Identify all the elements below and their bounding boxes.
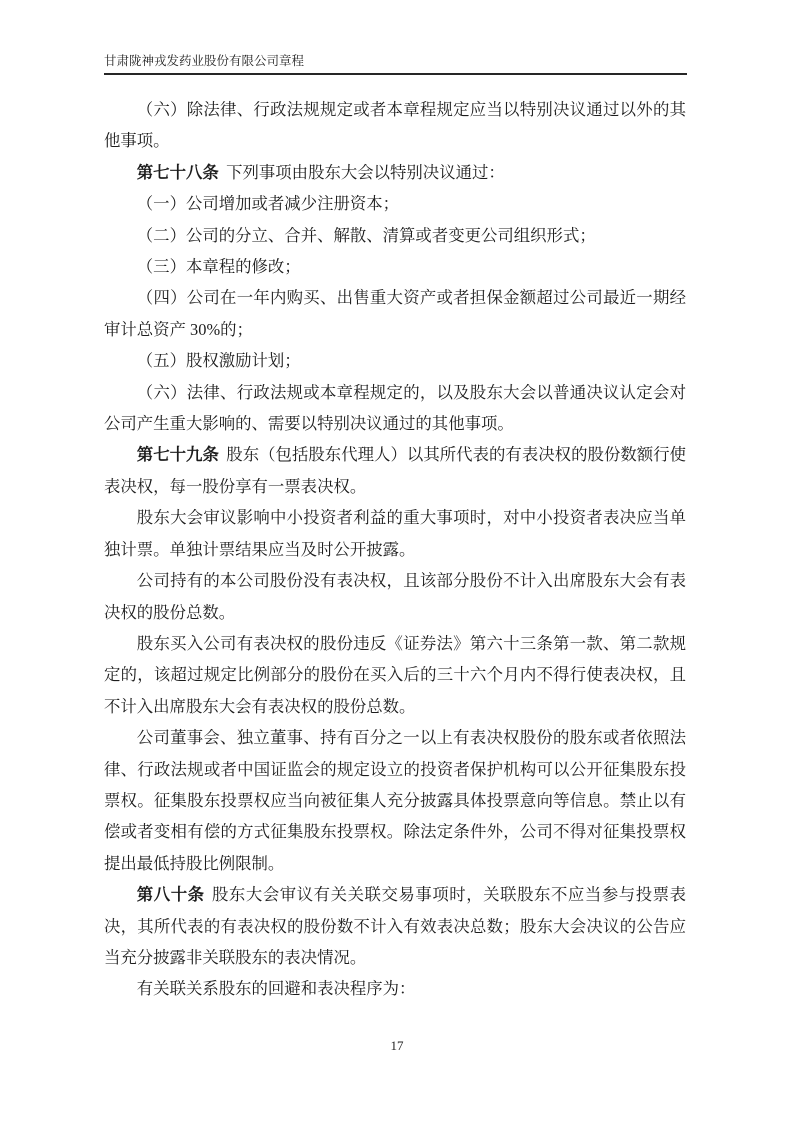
article-number-label: 第八十条 bbox=[136, 885, 205, 905]
paragraph-text: 公司持有的本公司股份没有表决权，且该部分股份不计入出席股东大会有表决权的股份总数。 bbox=[104, 571, 686, 622]
paragraph bbox=[104, 502, 686, 565]
header-rule bbox=[104, 73, 687, 75]
paragraph bbox=[104, 345, 686, 376]
paragraph bbox=[104, 879, 686, 973]
article-number-label: 第七十八条 bbox=[136, 162, 219, 182]
paragraph-text: 股东大会审议影响中小投资者利益的重大事项时，对中小投资者表决应当单独计票。单独计票结果应当及时公开披露。 bbox=[104, 508, 686, 559]
paragraph bbox=[104, 565, 686, 628]
paragraph-text: （一）公司增加或者减少注册资本； bbox=[136, 194, 400, 214]
paragraph bbox=[104, 188, 686, 219]
paragraph-text: 有关联关系股东的回避和表决程序为： bbox=[136, 979, 416, 999]
paragraph-text: 下列事项由股东大会以特别决议通过： bbox=[226, 162, 505, 182]
paragraph bbox=[104, 94, 686, 157]
paragraph-text: （三）本章程的修改； bbox=[136, 257, 301, 277]
paragraph bbox=[104, 282, 686, 345]
paragraph-text: 公司董事会、独立董事、持有百分之一以上有表决权股份的股东或者依照法律、行政法规或者中国证监会的规定设立的投资者保护机构可以公开征集股东投票权。征集股东投票权应当向被征集人充分披露具体投票意向等信息。禁止以有偿或者变相有偿的方式征集股东投票权。除法定条件外，公司不得对征集投票权提出最低持股比例限制。 bbox=[104, 728, 686, 873]
paragraph-text: （四）公司在一年内购买、出售重大资产或者担保金额超过公司最近一期经审计总资产 30%的； bbox=[104, 288, 686, 339]
paragraph bbox=[104, 722, 686, 879]
paragraph-text: （二）公司的分立、合并、解散、清算或者变更公司组织形式； bbox=[136, 225, 596, 245]
page-footer bbox=[0, 1038, 794, 1054]
paragraph-text: （五）股权激励计划； bbox=[136, 351, 301, 371]
paragraph bbox=[104, 377, 686, 440]
paragraph-text: （六）法律、行政法规或本章程规定的，以及股东大会以普通决议认定会对公司产生重大影响的、需要以特别决议通过的其他事项。 bbox=[104, 382, 686, 434]
page-number: 17 bbox=[390, 1038, 404, 1053]
paragraph bbox=[104, 439, 686, 502]
paragraph-text: （六）除法律、行政法规规定或者本章程规定应当以特别决议通过以外的其他事项。 bbox=[104, 100, 686, 151]
page-header bbox=[104, 54, 687, 75]
paragraph bbox=[104, 157, 686, 188]
article-number-label: 第七十九条 bbox=[136, 445, 219, 465]
paragraph bbox=[104, 628, 686, 722]
paragraph-text: 股东大会审议有关关联交易事项时，关联股东不应当参与投票表决，其所代表的有表决权的股份数不计入有效表决总数；股东大会决议的公告应当充分披露非关联股东的表决情况。 bbox=[104, 885, 687, 967]
header-title: 甘肃陇神戎发药业股份有限公司章程 bbox=[104, 54, 305, 68]
paragraph bbox=[104, 220, 686, 251]
document-body bbox=[104, 94, 686, 1005]
paragraph-text: 股东（包括股东代理人）以其所代表的有表决权的股份数额行使表决权，每一股份享有一票表决权。 bbox=[104, 445, 687, 496]
paragraph bbox=[104, 973, 686, 1004]
paragraph bbox=[104, 251, 686, 282]
paragraph-text: 股东买入公司有表决权的股份违反《证券法》第六十三条第一款、第二款规定的，该超过规定比例部分的股份在买入后的三十六个月内不得行使表决权，且不计入出席股东大会有表决权的股份总数。 bbox=[104, 633, 686, 716]
